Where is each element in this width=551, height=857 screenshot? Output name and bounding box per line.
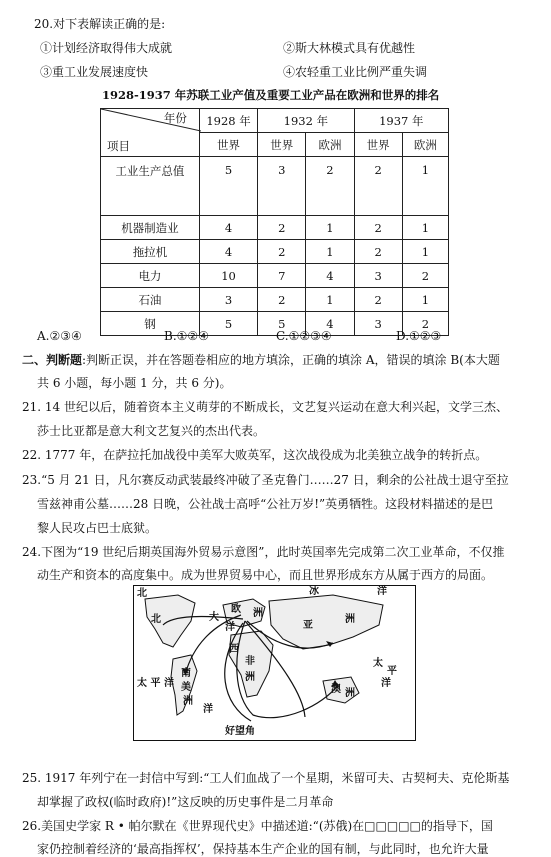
map-label-nan: 南 <box>181 668 191 679</box>
year-header-1928: 1928 年 <box>199 109 257 133</box>
cell: 2 <box>402 264 448 288</box>
q21-line1: 21. 14 世纪以后，随着资本主义萌芽的不断成长，文艺复兴运动在意大利兴起，文学三杰、 <box>22 400 508 414</box>
cell: 3 <box>258 157 306 216</box>
map-label-mei: 美 <box>181 682 191 693</box>
q25-line1: 25. 1917 年列宁在一封信中写到:“工人们血战了一个星期，米留可夫、古契柯夫、克伦斯基 <box>22 771 510 785</box>
q20-option-2: ②斯大林模式具有优越性 <box>283 41 416 55</box>
q26-line2: 家仍控制着经济的‘最高指挥权’，保持基本生产企业的国有制，与此同时，也允许大量 <box>37 842 489 856</box>
cell: 4 <box>306 312 354 336</box>
choice-b: B.①②④ <box>164 329 209 343</box>
cell: 2 <box>306 157 354 216</box>
cell: 1 <box>402 288 448 312</box>
q20-stem: 20.对下表解读正确的是: <box>34 17 166 31</box>
table-row <box>101 240 449 264</box>
table-row <box>101 157 449 216</box>
cell: 2 <box>258 216 306 240</box>
map-label-asia: 亚 <box>303 620 313 631</box>
map-label-bei: 北 <box>151 614 161 625</box>
subheader-1932-world: 世界 <box>258 133 306 157</box>
map-label-yang-top: 洋 <box>377 586 387 597</box>
map-label-zhou2: 洲 <box>345 614 355 625</box>
cell: 1 <box>402 240 448 264</box>
q25-line2: 却掌握了政权(临时政府)!”这反映的历史事件是二月革命 <box>37 795 334 809</box>
cell: 2 <box>258 240 306 264</box>
subheader-1928-world: 世界 <box>199 133 257 157</box>
cell: 2 <box>258 288 306 312</box>
cell: 5 <box>199 157 257 216</box>
choice-c: C.①②③④ <box>276 329 332 343</box>
q23-line2: 雪兹神甫公墓……28 日晚，公社战士高呼“公社万岁!”英勇牺牲。这段材料描述的是巴 <box>37 497 494 511</box>
cell: 2 <box>402 312 448 336</box>
cell: 1 <box>306 288 354 312</box>
map-label-ping1: 平 <box>387 666 397 677</box>
cell: 1 <box>306 240 354 264</box>
map-label-tai1: 太 <box>373 658 383 669</box>
cell: 4 <box>199 240 257 264</box>
header-year: 年份 <box>163 111 187 125</box>
row-item: 钢 <box>101 312 200 336</box>
header-item: 项目 <box>107 139 130 153</box>
map-label-pacific-west: 太 平 洋 <box>137 678 174 689</box>
map-label-zhou1: 洲 <box>253 608 263 619</box>
cell: 10 <box>199 264 257 288</box>
cell: 2 <box>354 216 402 240</box>
q21-line2: 莎士比亚都是意大利文艺复兴的杰出代表。 <box>37 424 266 438</box>
cell: 2 <box>354 240 402 264</box>
table-corner-cell <box>101 109 200 157</box>
row-item: 石油 <box>101 288 200 312</box>
map-label-zhou3: 洲 <box>245 672 255 683</box>
map-label-north: 北 <box>137 588 147 599</box>
cell: 5 <box>258 312 306 336</box>
table-title: 1928-1937 年苏联工业产值及重要工业产品在欧洲和世界的排名 <box>102 88 440 102</box>
map-label-cape: 好望角 <box>225 726 255 737</box>
cell: 2 <box>354 288 402 312</box>
map-label-zhou5: 洲 <box>345 688 355 699</box>
subheader-1937-europe: 欧洲 <box>402 133 448 157</box>
cell: 5 <box>199 312 257 336</box>
map-label-da: 大 <box>209 612 219 623</box>
q20-option-3: ③重工业发展速度快 <box>40 65 149 79</box>
cell: 1 <box>402 216 448 240</box>
table-row <box>101 264 449 288</box>
row-item: 工业生产总值 <box>101 157 200 216</box>
map-label-yang-south: 洋 <box>203 704 213 715</box>
q24-line1: 24.下图为“19 世纪后期英国海外贸易示意图”，此时英国率先完成第二次工业革命，不仅推 <box>22 545 505 559</box>
map-label-yang1: 洋 <box>381 678 391 689</box>
map-label-ou: 欧 <box>231 604 241 615</box>
map-label-bing: 冰 <box>309 586 319 597</box>
year-header-1932: 1932 年 <box>258 109 354 133</box>
map-label-ocean-west: 洋 <box>225 622 235 633</box>
map-label-ao: 澳 <box>331 684 341 695</box>
cell: 3 <box>354 312 402 336</box>
section2-line1 <box>22 352 500 368</box>
subheader-1937-world: 世界 <box>354 133 402 157</box>
section2-line2: 共 6 小题，每小题 1 分，共 6 分)。 <box>37 376 232 390</box>
year-header-1937: 1937 年 <box>354 109 448 133</box>
subheader-1932-europe: 欧洲 <box>306 133 354 157</box>
trade-map <box>133 585 416 741</box>
choice-d: D.①②③ <box>396 329 442 343</box>
cell: 7 <box>258 264 306 288</box>
ranking-table <box>100 108 449 336</box>
q24-line2: 动生产和资本的高度集中。成为世界贸易中心，而且世界形成东方从属于西方的局面。 <box>37 568 494 582</box>
q26-line1: 26.美国史学家 R • 帕尔默在《世界现代史》中描述道:“(苏俄)在□□□□□的指导下，国 <box>22 819 493 833</box>
cell: 3 <box>199 288 257 312</box>
cell: 1 <box>306 216 354 240</box>
cell: 3 <box>354 264 402 288</box>
q22-line1: 22. 1777 年，在萨拉托加战役中美军大败英军，这次战役成为北美独立战争的转折点。 <box>22 448 488 462</box>
q23-line3: 黎人民攻占巴士底狱。 <box>37 521 158 535</box>
table-row <box>101 288 449 312</box>
choice-a: A.②③④ <box>37 329 82 343</box>
cell: 1 <box>402 157 448 216</box>
cell: 2 <box>354 157 402 216</box>
section2-desc: :判断正误，并在答题卷相应的地方填涂，正确的填涂 A，错误的填涂 B(本大题 <box>82 353 500 367</box>
cell: 4 <box>306 264 354 288</box>
q23-line1: 23.“5 月 21 日，凡尔赛反动武装最终冲破了圣克鲁门……27 日，剩余的公社战士退守至拉 <box>22 473 509 487</box>
section2-title: 二、判断题 <box>22 353 83 367</box>
row-item: 拖拉机 <box>101 240 200 264</box>
map-label-fei: 非 <box>245 656 255 667</box>
row-item: 机器制造业 <box>101 216 200 240</box>
cell: 4 <box>199 216 257 240</box>
map-label-zhou4: 洲 <box>183 696 193 707</box>
row-item: 电力 <box>101 264 200 288</box>
q20-option-4: ④农轻重工业比例严重失调 <box>283 65 428 79</box>
q20-option-1: ①计划经济取得伟大成就 <box>40 41 173 55</box>
table-row <box>101 216 449 240</box>
map-label-xi: 西 <box>229 644 239 655</box>
